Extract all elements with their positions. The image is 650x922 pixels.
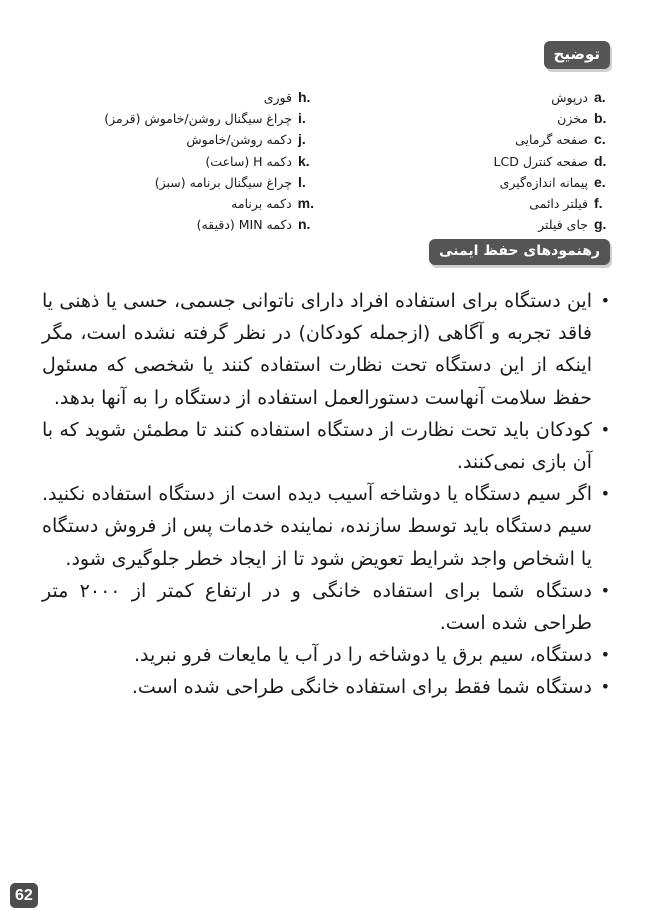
item-letter: l. [298, 173, 306, 190]
item-label: درپوش [551, 90, 588, 105]
item-letter: a. [594, 89, 606, 105]
list-item [74, 108, 314, 129]
item-letter: i. [298, 110, 306, 127]
safety-item: • دستگاه، سیم برق یا دوشاخه را در آب یا مایعات فرو نبرید. [42, 639, 610, 671]
item-letter: m. [297, 195, 314, 212]
list-item [74, 129, 314, 150]
item-label: صفحه گرمایی [515, 132, 588, 148]
safety-item: • دستگاه شما فقط برای استفاده خانگی طراحی شده است. [42, 671, 610, 703]
item-letter: k. [298, 152, 310, 169]
item-letter: g. [594, 216, 607, 233]
safety-item: • اگر سیم دستگاه یا دوشاخه آسیب دیده است از دستگاه استفاده نکنید. سیم دستگاه باید توسط سازنده، نماینده خدمات پس از فروش دستگاه یا اشخاص واجد شرایط تعویض شود تا از ایجاد خطر جلوگیری شود. [42, 478, 610, 575]
list-item [410, 193, 610, 214]
safety-guidelines-list [42, 285, 610, 704]
item-letter: j. [298, 131, 306, 148]
list-item [410, 172, 610, 193]
safety-item: • این دستگاه برای استفاده افراد دارای ناتوانی جسمی، حسی یا ذهنی یا فاقد تجربه و آگاهی (ازجمله کودکان) در نظر گرفته نشده است، مگر اینکه از این دستگاه تحت نظارت استفاده کنند یا شخصی که مسئول حفظ سلامت آنهاست دستورالعمل استفاده از دستگاه را به آنها بدهد. [42, 285, 610, 414]
safety-heading: رهنمودهای حفظ ایمنی [429, 239, 610, 265]
item-label: دکمه MIN (دقیقه) [196, 217, 292, 233]
item-letter: e. [594, 173, 606, 190]
item-label: مخزن [557, 111, 588, 127]
item-letter: n. [298, 216, 311, 233]
list-item [74, 193, 314, 214]
item-label: دکمه برنامه [231, 196, 292, 212]
list-item [410, 151, 610, 172]
parts-list-right [410, 87, 610, 235]
item-label: دکمه روشن/خاموش [186, 132, 292, 148]
item-letter: d. [594, 152, 607, 169]
list-item [410, 87, 610, 108]
list-item [410, 108, 610, 129]
list-item [74, 172, 314, 193]
safety-item: • دستگاه شما برای استفاده خانگی و در ارتفاع کمتر از ۲۰۰۰ متر طراحی شده است. [42, 575, 610, 639]
parts-list-left [74, 87, 314, 235]
item-label: صفحه کنترل LCD [493, 153, 588, 169]
safety-item: • کودکان باید تحت نظارت از دستگاه استفاده کنند تا مطمئن شوید که با آن بازی نمی‌کنند. [42, 414, 610, 478]
item-label: پیمانه اندازه‌گیری [499, 174, 588, 190]
item-label: فیلتر دائمی [529, 196, 588, 212]
item-letter: f. [594, 195, 603, 212]
list-item [74, 87, 314, 108]
description-heading: توضیح [544, 41, 610, 69]
list-item [74, 214, 314, 235]
list-item [410, 129, 610, 150]
item-label: چراغ سیگنال روشن/خاموش (قرمز) [104, 111, 292, 127]
list-item [74, 151, 314, 172]
list-item [410, 214, 610, 235]
item-letter: b. [594, 110, 607, 127]
item-label: چراغ سیگنال برنامه (سبز) [154, 174, 292, 190]
item-label: دکمه H (ساعت) [205, 153, 292, 169]
item-label: قوری [263, 90, 292, 105]
item-letter: h. [298, 89, 311, 105]
item-label: جای فیلتر [538, 217, 588, 233]
item-letter: c. [594, 131, 606, 148]
page-number: 62 [10, 883, 38, 908]
